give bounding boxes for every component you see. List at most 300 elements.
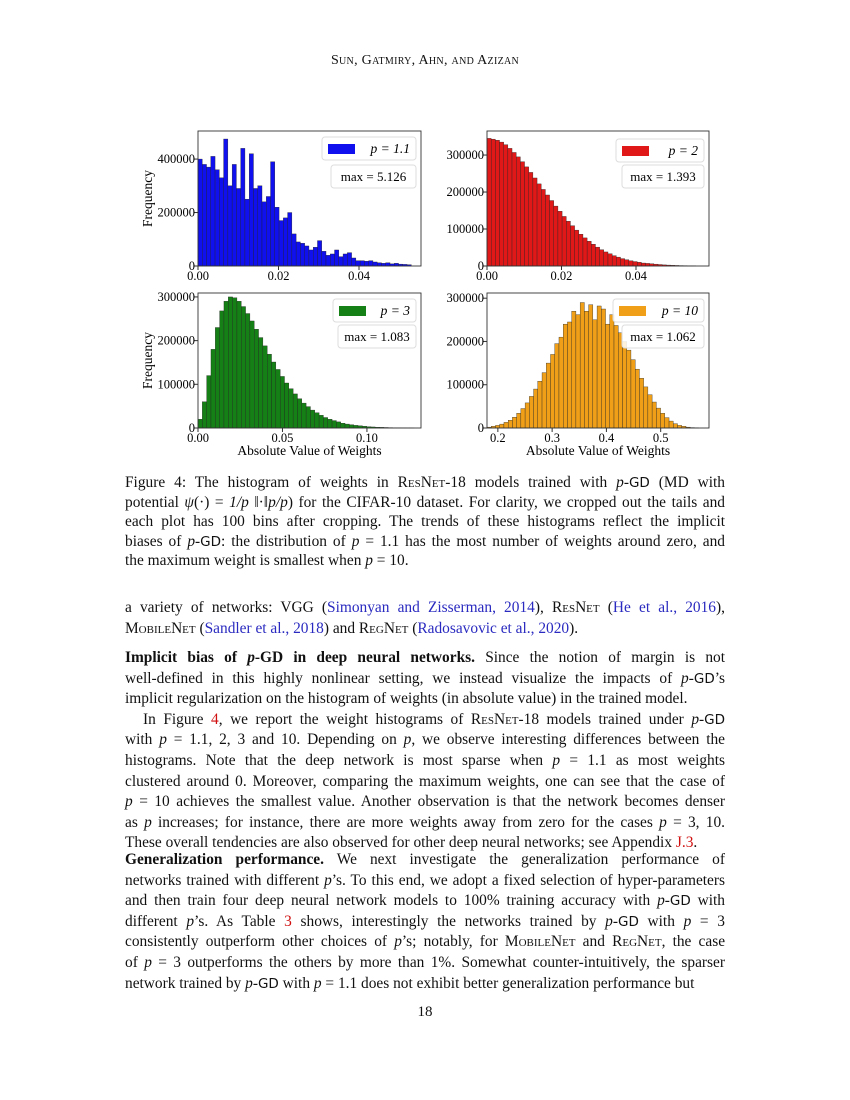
y-tick-label: 400000 (157, 152, 195, 167)
histogram-bar (211, 349, 215, 428)
text-segment: with (278, 974, 314, 992)
text-segment: p (691, 710, 700, 728)
histogram-bar (589, 305, 593, 428)
histogram-bar (309, 250, 313, 266)
histogram-bar (293, 394, 297, 428)
histogram-bar (580, 303, 584, 428)
histogram-bar (665, 418, 669, 428)
text-segment: ResNet (397, 474, 446, 491)
histogram-bar (608, 254, 612, 266)
histogram-bar (529, 396, 533, 428)
histogram-bar (341, 423, 345, 428)
text-segment: GD (200, 533, 222, 550)
text-segment: ’s (714, 669, 725, 687)
histogram-bar (233, 298, 237, 428)
cross-reference-link[interactable]: 3 (284, 912, 292, 930)
text-segment: ( (195, 619, 205, 637)
text-segment: Figure 4: The histogram of weights in (125, 474, 398, 491)
x-tick-label: 0.04 (348, 269, 370, 283)
text-line (125, 730, 725, 751)
text-segment: p (365, 552, 373, 569)
text-segment: p (187, 532, 196, 550)
histogram-bar (232, 164, 236, 266)
histogram-bar (629, 261, 633, 266)
histogram-bar (652, 402, 656, 428)
figure-caption (125, 473, 725, 571)
histogram-bar (219, 178, 223, 266)
histogram-bar (310, 410, 314, 428)
histogram-bar (202, 164, 206, 266)
histogram-bar (369, 261, 373, 266)
text-segment: ResNet (470, 710, 519, 728)
text-segment: GD (669, 893, 691, 910)
y-tick-label: 0 (188, 421, 195, 435)
histogram-bar (597, 306, 601, 428)
histogram-bar (559, 337, 563, 428)
histogram-bar (339, 257, 343, 266)
text-line (125, 669, 725, 690)
histogram-bar (347, 253, 351, 266)
text-segment: and (575, 933, 613, 951)
citation-link[interactable]: Sandler et al., 2018 (204, 619, 324, 637)
histogram-bar (604, 252, 608, 266)
text-segment: p (605, 912, 613, 930)
histogram-bar (525, 167, 529, 266)
histogram-bar (533, 178, 537, 266)
x-axis-label: Absolute Value of Weights (525, 443, 671, 458)
histogram-bar (591, 244, 595, 266)
text-segment: = 10 achieves the smallest value. Another observation is that the network becomes denser (132, 793, 725, 811)
histogram-panel (140, 131, 421, 283)
text-segment: p (144, 953, 152, 971)
histogram-panel (447, 291, 710, 458)
histogram-bar (228, 186, 232, 266)
text-segment: p (313, 974, 322, 992)
histogram-bar (500, 142, 504, 266)
histogram-bar (491, 139, 495, 266)
histogram-bar (616, 257, 620, 266)
histogram-bar (627, 350, 631, 428)
text-segment: RegNet (358, 619, 409, 637)
histogram-bar (534, 389, 538, 428)
text-segment: - (623, 474, 629, 491)
histogram-bar (266, 196, 270, 266)
legend-label: p = 1.1 (370, 141, 410, 156)
histogram-bar (508, 420, 512, 428)
x-tick-label: 0.02 (550, 269, 573, 283)
text-line (125, 493, 725, 513)
histogram-bar (332, 421, 336, 428)
histogram-bar (330, 254, 334, 266)
text-line (125, 932, 725, 953)
legend-swatch (339, 306, 366, 316)
max-annotation: max = 5.126 (340, 169, 407, 184)
histogram-bar (550, 201, 554, 266)
y-tick-label: 300000 (446, 291, 484, 306)
histogram-bar (328, 419, 332, 428)
legend-swatch (619, 306, 646, 316)
text-segment: networks trained with different (125, 871, 325, 889)
histogram-bar (220, 311, 224, 428)
text-segment: implicit regularization on the histogram of weights (in absolute value) in the trained model. (125, 690, 688, 708)
text-line (125, 792, 725, 813)
histogram-bar (241, 148, 245, 266)
text-segment: = 3, 10. (666, 813, 725, 831)
histogram-bar (504, 422, 508, 428)
histogram-bar (631, 360, 635, 428)
y-tick-label: 100000 (446, 377, 484, 392)
histogram-bar (306, 407, 310, 428)
histogram-bar (271, 162, 275, 266)
text-segment: - (688, 669, 694, 687)
text-segment: GD (693, 670, 715, 687)
max-annotation: max = 1.393 (630, 169, 696, 184)
page-number: 18 (417, 1004, 433, 1020)
legend-label: p = 10 (661, 303, 698, 318)
histogram-bar (633, 262, 637, 266)
text-segment: Since the notion of margin is not (474, 649, 725, 666)
text-segment: p (159, 731, 167, 749)
text-segment: p (125, 793, 133, 811)
histogram-bar (326, 255, 330, 266)
text-line (125, 648, 725, 669)
legend-label: p = 3 (380, 303, 410, 318)
histogram-bar (313, 247, 317, 266)
y-tick-label: 200000 (157, 205, 195, 220)
histogram-bar (555, 344, 559, 428)
histogram-bar (207, 167, 211, 266)
histogram-bar (272, 362, 276, 428)
text-line (125, 551, 725, 571)
histogram-bar (283, 218, 287, 266)
histogram-bar (288, 213, 292, 266)
histogram-bar (538, 381, 542, 428)
histogram-bar (673, 424, 677, 428)
text-segment: ), (716, 599, 725, 616)
legend-label: p = 2 (668, 143, 698, 158)
text-segment: ’s. As Table (194, 912, 285, 930)
histogram-bar (554, 206, 558, 266)
text-segment: . (693, 834, 698, 852)
histogram-bar (542, 373, 546, 428)
histogram-bar (546, 363, 550, 428)
histogram-bar (302, 403, 306, 428)
text-segment: p (351, 532, 360, 550)
text-segment: -18 models trained under (518, 710, 692, 728)
histogram-bar (317, 241, 321, 266)
histogram-bar (305, 246, 309, 266)
histogram-bar (349, 425, 353, 428)
histogram-bar (236, 188, 240, 266)
histogram-bar (345, 424, 349, 428)
x-tick-label: 0.3 (544, 431, 560, 445)
text-segment: We next investigate the generalization performance of (323, 851, 725, 868)
text-segment: p (394, 933, 402, 951)
text-segment: = 10. (372, 552, 409, 569)
histogram-bar (360, 261, 364, 266)
citation-link[interactable]: He et al., 2016 (612, 599, 716, 616)
histogram-bar (644, 387, 648, 428)
text-segment: ‖·‖ (248, 493, 269, 511)
text-segment: with (638, 912, 684, 930)
text-segment: ) and (323, 619, 359, 637)
histogram-bar (336, 422, 340, 428)
histogram-bar (289, 389, 293, 428)
histogram-bar (319, 415, 323, 428)
legend-swatch (328, 144, 355, 154)
text-segment: GD (618, 913, 639, 930)
text-segment: potential (125, 493, 185, 511)
cross-reference-link[interactable]: J.3 (675, 834, 694, 852)
x-tick-label: 0.5 (652, 431, 669, 445)
citation-link[interactable]: Radosavovic et al., 2020 (417, 619, 570, 637)
text-segment: Implicit bias of (125, 649, 248, 666)
histogram-bar (593, 320, 597, 428)
histogram-bar (612, 256, 616, 266)
histogram-bar (600, 250, 604, 266)
text-line (125, 850, 725, 871)
text-segment: as (125, 813, 145, 831)
x-tick-label: 0.4 (598, 431, 615, 445)
y-tick-label: 0 (188, 259, 195, 273)
histogram-bar (296, 242, 300, 266)
histogram-bar (245, 199, 249, 266)
histogram-bar (322, 251, 326, 266)
text-segment: Generalization performance. (125, 851, 324, 868)
text-segment: - (252, 974, 258, 992)
text-segment: ), (534, 599, 552, 616)
text-segment: p (616, 474, 624, 491)
histogram-bar (508, 148, 512, 266)
text-line (125, 772, 725, 793)
citation-link[interactable]: Simonyan and Zisserman, 2014 (327, 599, 535, 616)
histogram-bar (228, 297, 232, 428)
histogram-bar (323, 418, 327, 428)
max-annotation: max = 1.083 (344, 329, 410, 344)
histogram-bar (525, 403, 529, 428)
paragraph-implicit-bias (125, 648, 725, 854)
text-segment: (MD with (649, 474, 725, 491)
text-segment: = 1.1 does not exhibit better generalization performance but (321, 974, 695, 992)
histogram-panel (447, 131, 710, 283)
text-segment: = 3 outperforms the others by more than 1%. Somewhat counter-intuitively, the sparser (151, 953, 725, 971)
histogram-bar (610, 315, 614, 428)
text-segment: p (657, 892, 665, 910)
text-line (125, 710, 725, 731)
histogram-bar (198, 159, 202, 266)
text-line (125, 871, 725, 892)
text-segment: - (699, 710, 705, 728)
histogram-bar (224, 139, 228, 266)
histogram-bar (284, 383, 288, 428)
histogram-bar (297, 399, 301, 428)
histogram-bar (669, 421, 673, 428)
histogram-bar (520, 162, 524, 266)
x-tick-label: 0.05 (271, 431, 294, 445)
histogram-bar (500, 424, 504, 428)
text-segment: ResNet (551, 599, 600, 616)
text-segment: MobileNet (504, 933, 576, 951)
histogram-bar (521, 409, 525, 428)
histogram-bar (579, 234, 583, 266)
y-tick-label: 200000 (157, 333, 195, 348)
histogram-bar (343, 254, 347, 266)
histogram-bar (575, 230, 579, 266)
text-segment: with (125, 731, 160, 749)
histogram-bar (614, 325, 618, 428)
text-line (125, 689, 725, 710)
histogram-bar (584, 311, 588, 428)
histogram-bar (567, 322, 571, 428)
text-segment: consistently outperform other choices of (125, 933, 395, 951)
text-segment: 1/p (229, 493, 249, 511)
text-segment: shows, interestingly the networks trained by (291, 912, 606, 930)
text-segment: -18 models trained with (445, 474, 617, 491)
text-line (125, 473, 725, 493)
histogram-bar (250, 321, 254, 428)
text-segment: These overall tendencies are also observed for other deep neural networks; see Appendix (125, 834, 676, 852)
x-tick-label: 0.00 (187, 269, 209, 283)
histogram-bar (246, 314, 250, 428)
text-segment: different (125, 912, 187, 930)
text-segment: , the case (661, 933, 726, 951)
y-axis-label: Frequency (140, 170, 155, 227)
text-segment: p (245, 974, 253, 992)
text-segment: = 1.1 has the most number of weights around zero, and (359, 532, 725, 550)
text-segment: each plot has 100 bins after cropping. The trends of these histograms reflect the implicit (125, 513, 725, 530)
histogram-bar (661, 413, 665, 428)
histogram-bar (373, 262, 377, 266)
text-line (125, 512, 725, 532)
histogram-bar (595, 247, 599, 266)
text-segment: = 1.1, 2, 3 and 10. Depending on (166, 731, 404, 749)
text-segment: ’s. To this end, we adopt a fixed selection of hyper-parameters (331, 871, 726, 889)
text-segment: of (125, 953, 145, 971)
histogram-bar (386, 263, 390, 266)
text-segment: -GD in deep neural networks. (254, 649, 475, 666)
text-segment: p (144, 813, 152, 831)
text-segment: histograms. Note that the deep network is most sparse when (125, 751, 553, 769)
text-segment: p (659, 813, 667, 831)
histogram-bar (512, 152, 516, 266)
text-segment: ψ (184, 493, 194, 511)
histogram-bar (267, 354, 271, 428)
histogram-bar (572, 311, 576, 428)
y-tick-label: 200000 (446, 334, 484, 349)
histogram-bar (352, 258, 356, 266)
histogram-bar (292, 234, 296, 266)
histogram-bar (356, 261, 360, 266)
histogram-bar (570, 226, 574, 266)
x-tick-label: 0.10 (356, 431, 378, 445)
text-segment: RegNet (612, 933, 662, 951)
histogram-bar (639, 378, 643, 428)
x-tick-label: 0.04 (625, 269, 647, 283)
text-segment: ( (408, 619, 418, 637)
y-tick-label: 300000 (157, 289, 195, 304)
y-tick-label: 200000 (446, 185, 484, 200)
text-segment: - (664, 892, 670, 910)
histogram-bar (495, 140, 499, 266)
cross-reference-link[interactable]: 4 (211, 710, 219, 728)
histogram-bar (224, 301, 228, 428)
text-segment: - (612, 912, 618, 930)
text-segment: In Figure (143, 710, 212, 728)
text-segment: GD (257, 975, 279, 992)
text-segment: and then train four deep neural network models to 100% training accuracy with (125, 892, 658, 910)
histogram-bar (215, 170, 219, 266)
text-segment: biases of (125, 532, 188, 550)
text-line (125, 953, 725, 974)
text-line (125, 619, 725, 640)
histogram-bar (364, 261, 368, 266)
histogram-bar (606, 324, 610, 428)
text-line (125, 598, 725, 619)
histogram-bar (335, 250, 339, 266)
x-tick-label: 0.02 (267, 269, 290, 283)
histogram-bar (558, 211, 562, 266)
x-tick-label: 0.00 (187, 431, 209, 445)
x-axis-label: Absolute Value of Weights (237, 443, 382, 458)
text-segment: with (690, 892, 725, 910)
histogram-bar (545, 195, 549, 266)
text-line (125, 974, 725, 995)
histogram-bar (202, 402, 206, 428)
text-line (125, 532, 725, 552)
text-segment: GD (628, 475, 650, 491)
histogram-bar (198, 419, 202, 428)
histogram-bar (601, 309, 605, 428)
histogram-bar (211, 156, 215, 266)
histogram-bar (512, 417, 516, 428)
text-segment: p (552, 751, 561, 769)
histogram-bar (215, 328, 219, 428)
text-segment: - (195, 532, 201, 550)
text-segment: ’s; notably, for (401, 933, 505, 951)
histogram-bar (254, 329, 258, 428)
histogram-bar (529, 172, 533, 266)
histogram-bar (276, 369, 280, 428)
histogram-bar (576, 315, 580, 428)
histogram-bar (551, 354, 555, 428)
text-segment: , we observe interesting differences between the (411, 731, 725, 749)
histogram-bar (583, 238, 587, 266)
text-segment: a variety of networks: VGG ( (125, 599, 328, 616)
text-line (125, 891, 725, 912)
text-segment: clustered around 0. Moreover, comparing the maximum weights, one can see that the case of (125, 772, 725, 790)
x-tick-label: 0.2 (490, 431, 506, 445)
histogram-bar (263, 346, 267, 428)
histogram-bar (656, 408, 660, 428)
histogram-bar (237, 301, 241, 428)
y-tick-label: 300000 (446, 148, 484, 163)
text-line (125, 751, 725, 772)
histogram-bar (587, 241, 591, 266)
text-segment: : the distribution of (221, 532, 352, 550)
histogram-bar (487, 138, 491, 266)
histogram-bar (562, 216, 566, 266)
histogram-bar (275, 207, 279, 266)
text-segment: , we report the weight histograms of (218, 710, 471, 728)
y-tick-label: 100000 (157, 377, 195, 392)
paragraph-networks (125, 598, 725, 639)
text-line (125, 912, 725, 933)
text-segment: p (403, 731, 412, 749)
histogram-bar (262, 202, 266, 266)
text-segment: = 1.1 as most weights (560, 751, 725, 769)
text-segment: the maximum weight is smallest when (125, 552, 366, 569)
text-segment: p (324, 871, 332, 889)
